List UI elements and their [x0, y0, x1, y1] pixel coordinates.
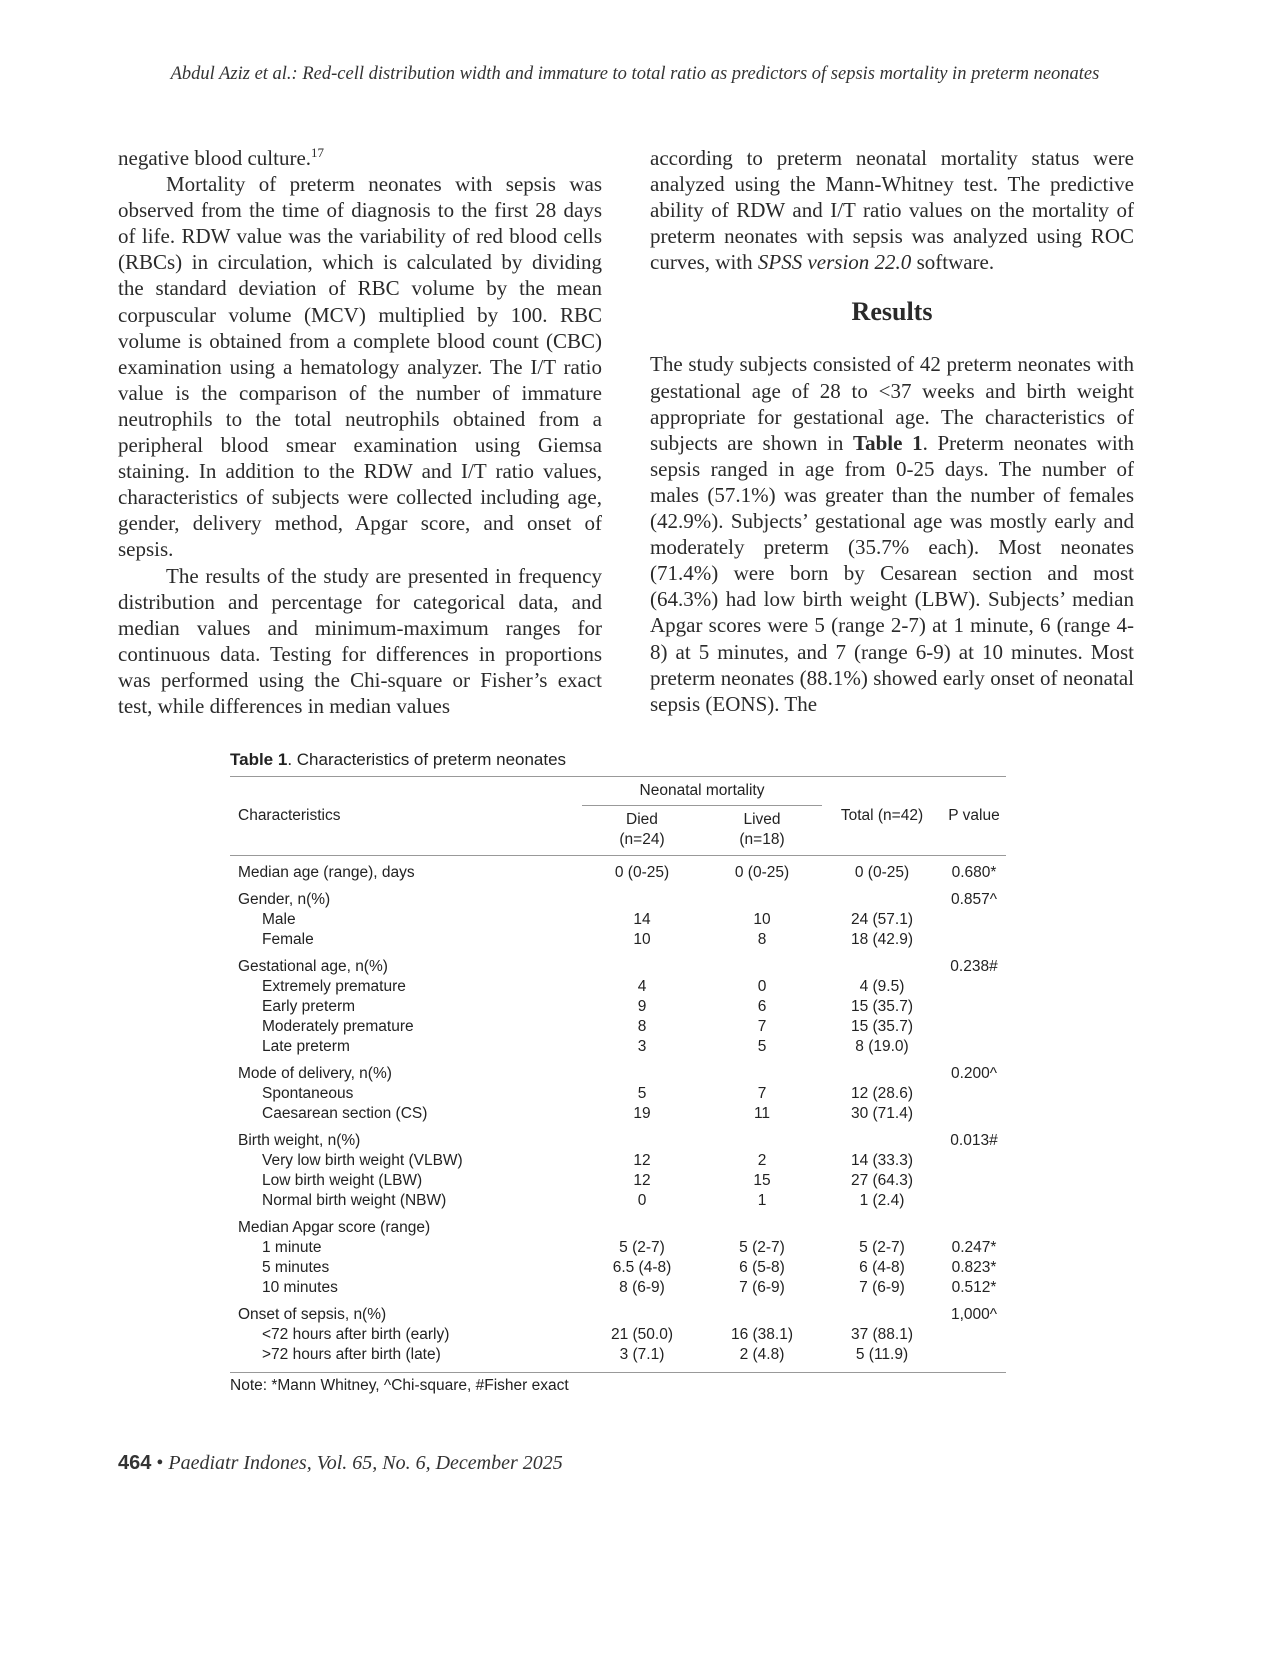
cell-died: 4: [637, 978, 647, 995]
paragraph: [118, 145, 602, 171]
cell-p: [942, 910, 1006, 930]
cell-label: Normal birth weight (NBW): [262, 1192, 447, 1209]
cell-p: [942, 1151, 1006, 1171]
cell-label: Late preterm: [262, 1038, 350, 1055]
cell-p: [942, 1345, 1006, 1365]
table-caption: [230, 750, 1006, 770]
cell-p: 1,000^: [950, 1306, 998, 1323]
cell-p: 0.200^: [950, 1065, 998, 1082]
cell-label: Median Apgar score (range): [238, 1219, 431, 1236]
cell-total: 27 (64.3): [850, 1172, 914, 1189]
cell-label: Extremely premature: [262, 978, 406, 995]
cell-died: 14: [633, 911, 651, 928]
cell-died: 9: [637, 998, 647, 1015]
header-lived: Lived: [743, 811, 781, 828]
cell-label: Onset of sepsis, n(%): [238, 1306, 387, 1323]
table-title: . Characteristics of preterm neonates: [287, 750, 567, 769]
table-row: [230, 1017, 1006, 1037]
cell-lived: 2 (4.8): [739, 1346, 785, 1363]
table-row: [230, 863, 1006, 883]
table-row: [230, 1238, 1006, 1258]
cell-died: [582, 1064, 702, 1084]
cell-died: 0 (0-25): [614, 864, 670, 881]
header-died-n: (n=24): [619, 831, 665, 848]
right-column: [650, 145, 1134, 717]
cell-lived: 15: [753, 1172, 771, 1189]
cell-label: 10 minutes: [262, 1279, 338, 1296]
cell-total: 12 (28.6): [850, 1085, 914, 1102]
cell-total: 4 (9.5): [859, 978, 905, 995]
paragraph-text: The study subjects consisted of 42 preterm neonates with gestational age of 28 to <37 weeks and birth weight appropriate for gestational age. The characteristics of subjects are shown in: [650, 352, 1134, 455]
cell-total: [822, 1064, 942, 1084]
cell-lived: [702, 1218, 822, 1238]
cell-lived: 5: [757, 1038, 767, 1055]
left-column: [118, 145, 602, 719]
cell-p: [942, 977, 1006, 997]
cell-lived: 7 (6-9): [739, 1279, 785, 1296]
cell-label: Gestational age, n(%): [238, 958, 388, 975]
table-row: [230, 890, 1006, 910]
cell-label: Very low birth weight (VLBW): [262, 1152, 463, 1169]
cell-lived: 0: [757, 978, 767, 995]
paragraph: Mortality of preterm neonates with sepsis was observed from the time of diagnosis to the first 28 days of life. RDW value was the variability of red blood cells (RBCs) in circulation, which is calculated by dividing the standard deviation of RBC volume by the mean corpuscular volume (MCV) multiplied by 100. RBC volume is obtained from a complete blood count (CBC) examination using a hematology analyzer. The I/T ratio value is the comparison of the number of immature neutrophils to the total neutrophils obtained from a peripheral blood smear examination using Giemsa staining. In addition to the RDW and I/T ratio values, characteristics of subjects were collected including age, gender, delivery method, Apgar score, and onset of sepsis.: [118, 172, 602, 562]
table-row: [230, 1191, 1006, 1211]
separator: •: [156, 1452, 164, 1474]
cell-label: 1 minute: [262, 1239, 322, 1256]
cell-lived: 7: [757, 1085, 767, 1102]
cell-total: 14 (33.3): [850, 1152, 914, 1169]
cell-label: Early preterm: [262, 998, 356, 1015]
cell-p: [942, 1037, 1006, 1057]
cell-p: [942, 997, 1006, 1017]
cell-total: 5 (2-7): [859, 1239, 905, 1256]
table-row: [230, 1258, 1006, 1278]
table-row: [230, 1151, 1006, 1171]
cell-died: 3 (7.1): [619, 1346, 665, 1363]
cell-lived: 5 (2-7): [739, 1239, 785, 1256]
cell-label: 5 minutes: [262, 1259, 330, 1276]
table-row: [230, 1325, 1006, 1345]
cell-died: 12: [633, 1152, 651, 1169]
cell-total: 37 (88.1): [850, 1326, 914, 1343]
cell-label: Spontaneous: [262, 1085, 354, 1102]
cell-died: 6.5 (4-8): [612, 1259, 672, 1276]
table-row: [230, 1278, 1006, 1298]
table-row: [230, 1345, 1006, 1365]
cell-total: [822, 1131, 942, 1151]
cell-died: 12: [633, 1172, 651, 1189]
cell-p: 0.512*: [951, 1279, 997, 1296]
cell-lived: 0 (0-25): [734, 864, 790, 881]
table-row: [230, 1218, 1006, 1238]
cell-died: [582, 890, 702, 910]
table-row: [230, 1084, 1006, 1104]
cell-lived: [702, 957, 822, 977]
cell-p: 0.680*: [951, 864, 997, 881]
cell-label: Low birth weight (LBW): [262, 1172, 423, 1189]
cell-died: 5 (2-7): [619, 1239, 665, 1256]
cell-total: 0 (0-25): [854, 864, 910, 881]
cell-lived: 2: [757, 1152, 767, 1169]
paragraph-text: software.: [911, 250, 995, 275]
cell-lived: 10: [753, 911, 771, 928]
cell-total: 18 (42.9): [850, 931, 914, 948]
paragraph: The results of the study are presented in frequency distribution and percentage for categorical data, and median values and minimum-maximum ranges for continuous data. Testing for differences in proportions was performed using the Chi-square or Fisher’s exact test, while differences in median values: [118, 563, 602, 718]
cell-label: Caesarean section (CS): [262, 1105, 428, 1122]
cell-lived: [702, 1064, 822, 1084]
table-row: [230, 1064, 1006, 1084]
cell-p: [942, 1171, 1006, 1191]
table-row: [230, 1305, 1006, 1325]
cell-total: 15 (35.7): [850, 998, 914, 1015]
table-row: [230, 910, 1006, 930]
cell-p: [942, 1084, 1006, 1104]
cell-lived: 1: [757, 1192, 767, 1209]
paragraph-text: negative blood culture.: [118, 146, 312, 170]
paragraph-text: according to preterm neonatal mortality status were analyzed using the Mann-Whitney test. The predictive ability of RDW and I/T ratio values on the mortality of preterm neonates with sepsis was analyzed using ROC curves, with: [650, 146, 1134, 275]
cell-label: Male: [262, 911, 296, 928]
cell-p: [942, 1325, 1006, 1345]
citation: 17: [311, 145, 325, 160]
table-reference: Table 1: [853, 430, 923, 455]
header-characteristics: Characteristics: [238, 807, 341, 824]
cell-p: 0.238#: [950, 958, 998, 975]
cell-died: [582, 1218, 702, 1238]
cell-p: [942, 1104, 1006, 1124]
software-name: SPSS version 22.0: [757, 250, 912, 275]
header-p-value: P value: [948, 807, 1000, 824]
table-row: [230, 1131, 1006, 1151]
cell-died: 19: [633, 1105, 651, 1122]
cell-died: [582, 1305, 702, 1325]
cell-total: 8 (19.0): [855, 1038, 909, 1055]
cell-total: 15 (35.7): [850, 1018, 914, 1035]
cell-label: Gender, n(%): [238, 891, 331, 908]
header-neonatal-mortality: Neonatal mortality: [582, 777, 822, 806]
cell-lived: [702, 1131, 822, 1151]
cell-died: 21 (50.0): [610, 1326, 674, 1343]
running-head: Abdul Aziz et al.: Red-cell distribution width and immature to total ratio as predictors of sepsis mortality in preterm neonates: [170, 64, 1100, 84]
cell-total: 7 (6-9): [859, 1279, 905, 1296]
table-row: [230, 957, 1006, 977]
cell-died: [582, 957, 702, 977]
characteristics-table: [230, 777, 1006, 1373]
cell-died: 5: [637, 1085, 647, 1102]
table-row: [230, 930, 1006, 950]
paragraph-text: . Preterm neonates with sepsis ranged in age from 0-25 days. The number of males (57.1%) was greater than the number of females (42.9%). Subjects’ gestational age was mostly early and moderately preterm (35.7% each). Most neonates (71.4%) were born by Cesarean section and most (64.3%) had low birth weight (LBW). Subjects’ median Apgar scores were 5 (range 2-7) at 1 minute, 6 (range 4-8) at 5 minutes, and 7 (range 6-9) at 10 minutes. Most preterm neonates (88.1%) showed early onset of neonatal sepsis (EONS). The: [650, 430, 1135, 716]
section-heading: Results: [851, 297, 933, 327]
cell-label: Median age (range), days: [238, 864, 415, 881]
cell-p: [942, 930, 1006, 950]
cell-p: 0.823*: [951, 1259, 997, 1276]
cell-lived: 11: [753, 1105, 771, 1122]
cell-p: 0.013#: [950, 1132, 998, 1149]
cell-label: Birth weight, n(%): [238, 1132, 361, 1149]
cell-lived: 8: [757, 931, 767, 948]
cell-total: 5 (11.9): [855, 1346, 909, 1363]
cell-total: 30 (71.4): [850, 1105, 914, 1122]
header-lived-n: (n=18): [739, 831, 785, 848]
cell-label: Female: [262, 931, 314, 948]
table-label: Table 1: [230, 750, 288, 769]
cell-lived: [702, 1305, 822, 1325]
cell-lived: 7: [757, 1018, 767, 1035]
cell-label: >72 hours after birth (late): [262, 1346, 441, 1363]
cell-lived: 16 (38.1): [730, 1326, 794, 1343]
cell-died: 3: [637, 1038, 647, 1055]
cell-died: 8: [637, 1018, 647, 1035]
cell-total: 1 (2.4): [859, 1192, 905, 1209]
paragraph: [650, 145, 1134, 275]
table-1: [230, 750, 1006, 1395]
header-total: Total (n=42): [840, 807, 924, 824]
cell-label: Mode of delivery, n(%): [238, 1065, 392, 1082]
table-row: [230, 1104, 1006, 1124]
cell-lived: [702, 890, 822, 910]
cell-died: 10: [633, 931, 651, 948]
cell-total: [822, 957, 942, 977]
page-footer: [118, 1452, 563, 1475]
cell-total: 24 (57.1): [850, 911, 914, 928]
table-row: [230, 997, 1006, 1017]
cell-p: 0.857^: [950, 891, 998, 908]
cell-label: Moderately premature: [262, 1018, 414, 1035]
cell-died: 8 (6-9): [619, 1279, 665, 1296]
cell-label: <72 hours after birth (early): [262, 1326, 450, 1343]
paragraph: [650, 351, 1134, 716]
cell-lived: 6 (5-8): [739, 1259, 785, 1276]
cell-total: [822, 1218, 942, 1238]
table-row: [230, 1037, 1006, 1057]
cell-p: 0.247*: [951, 1239, 997, 1256]
cell-lived: 6: [757, 998, 767, 1015]
header-died: Died: [626, 811, 658, 828]
table-row: [230, 977, 1006, 997]
table-note: Note: *Mann Whitney, ^Chi-square, #Fisher exact: [230, 1377, 569, 1394]
table-row: [230, 1171, 1006, 1191]
cell-total: [822, 890, 942, 910]
cell-died: [582, 1131, 702, 1151]
journal-citation: Paediatr Indones, Vol. 65, No. 6, December 2025: [168, 1452, 563, 1474]
cell-total: 6 (4-8): [859, 1259, 905, 1276]
cell-p: [942, 1017, 1006, 1037]
cell-total: [822, 1305, 942, 1325]
cell-died: 0: [637, 1192, 647, 1209]
page-number: 464: [118, 1452, 152, 1474]
cell-p: [942, 1218, 1006, 1238]
cell-p: [942, 1191, 1006, 1211]
